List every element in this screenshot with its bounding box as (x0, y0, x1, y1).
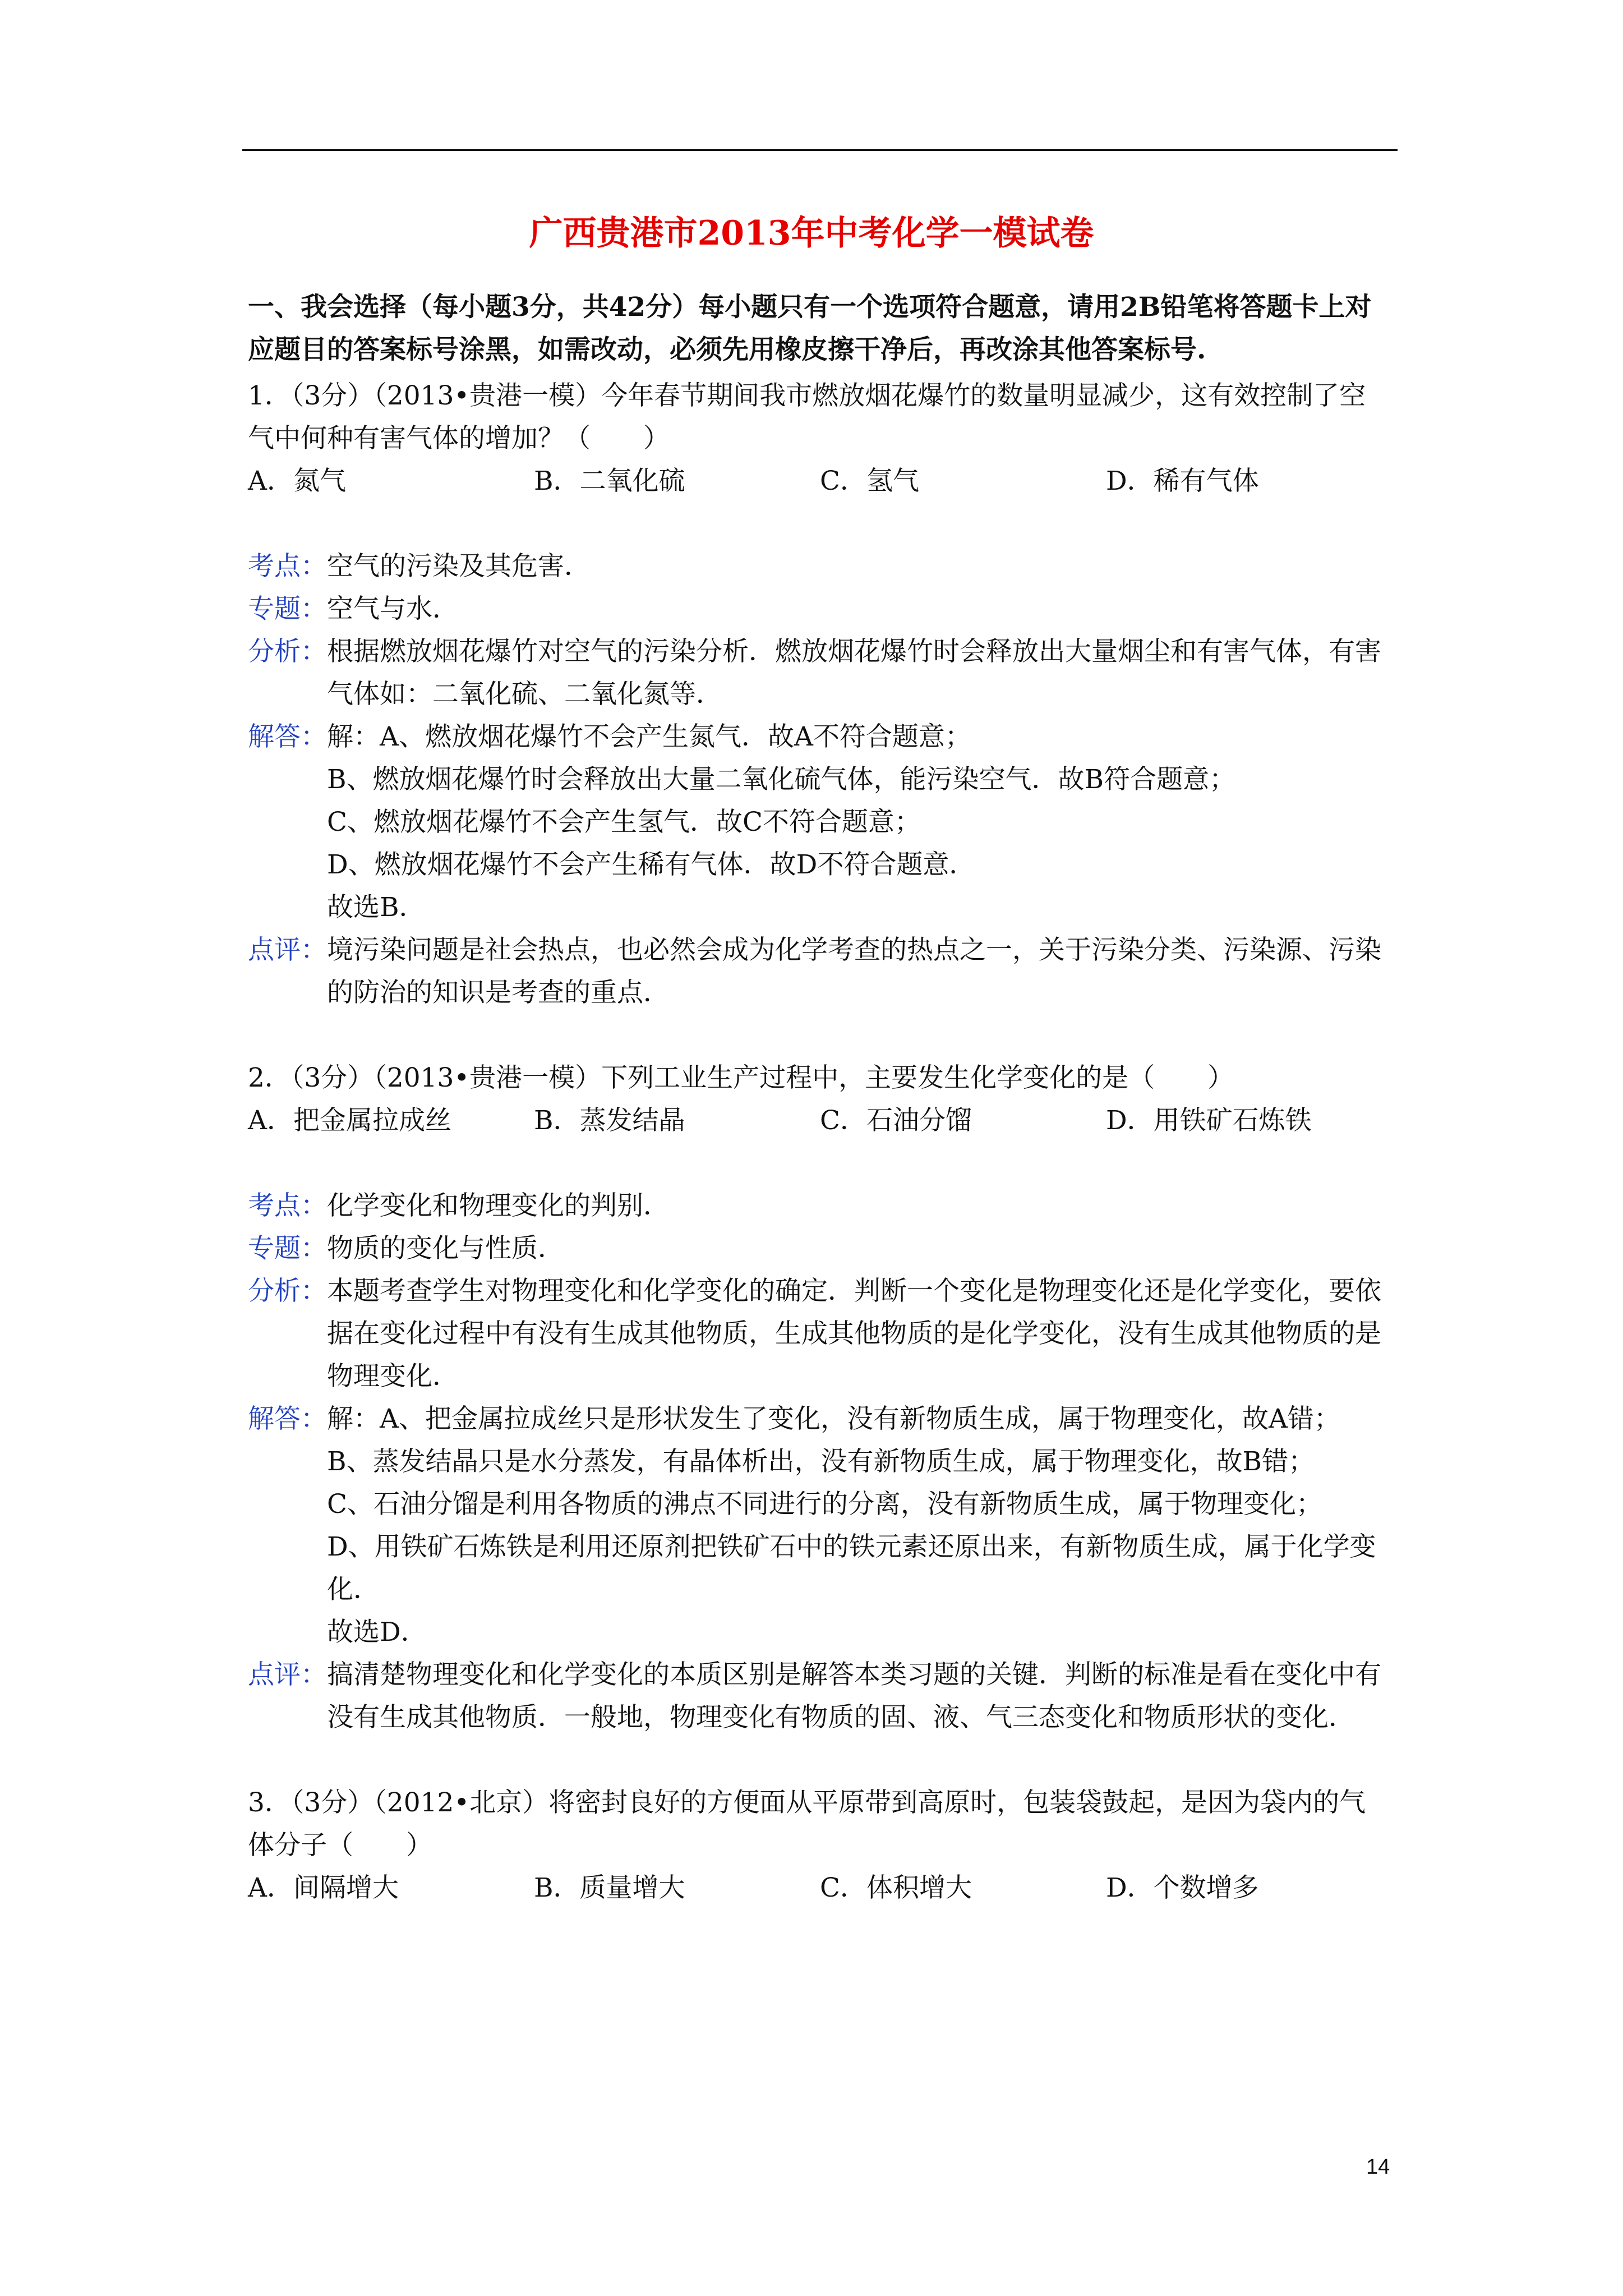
answer-line: B、燃放烟花爆竹时会释放出大量二氧化硫气体，能污染空气．故B符合题意； (327, 764, 1236, 795)
answer-line: 故选B． (327, 892, 426, 923)
option-a: A．间隔增大 (248, 1872, 399, 1903)
option-b: B．蒸发结晶 (534, 1105, 685, 1136)
kaodian-label: 考点： (248, 1190, 327, 1221)
answer-line: 故选D． (327, 1617, 427, 1648)
option-c: C．体积增大 (820, 1872, 972, 1903)
document-body (248, 286, 1392, 1910)
page-number: 14 (1366, 2155, 1390, 2179)
q1-zhuanti: 专题： 空气与水． (248, 588, 1392, 631)
q2-jieda (248, 1398, 1392, 1654)
question-3-options (248, 1867, 1392, 1910)
q2-kaodian: 考点： 化学变化和物理变化的判别． (248, 1185, 1392, 1227)
dianping-label: 点评： (248, 1659, 327, 1690)
q2-dianping: 点评： 搞清楚物理变化和化学变化的本质区别是解答本类习题的关键．判断的标准是看在变化中有没有生成其他物质．一般地，物理变化有物质的固、液、气三态变化和物质形状的变化． (248, 1654, 1392, 1739)
question-3-stem: 3．（3分）（2012•北京）将密封良好的方便面从平原带到高原时，包装袋鼓起，是因为袋内的气体分子（ ） (248, 1787, 1366, 1861)
fenxi-label: 分析： (248, 1276, 327, 1306)
page-title: 广西贵港市2013年中考化学一模试卷 (529, 214, 1094, 253)
jieda-label: 解答： (248, 1404, 327, 1434)
answer-line: D、用铁矿石炼铁是利用还原剂把铁矿石中的铁元素还原出来，有新物质生成，属于化学变化． (327, 1531, 1376, 1605)
zhuanti-label: 专题： (248, 593, 327, 624)
option-a: A．氮气 (248, 466, 346, 496)
zhuanti-label: 专题： (248, 1233, 327, 1264)
question-1-options (248, 460, 1392, 503)
header-rule (242, 149, 1398, 151)
option-d: D．个数增多 (1106, 1872, 1259, 1903)
jieda-label: 解答： (248, 721, 327, 752)
q2-fenxi: 分析： 本题考查学生对物理变化和化学变化的确定．判断一个变化是物理变化还是化学变化，要依据在变化过程中有没有生成其他物质，生成其他物质的是化学变化，没有生成其他物质的是物理变化． (248, 1270, 1392, 1398)
answer-line: D、燃放烟花爆竹不会产生稀有气体．故D不符合题意． (327, 849, 976, 880)
option-a: A．把金属拉成丝 (248, 1105, 451, 1136)
answer-line: C、燃放烟花爆竹不会产生氢气．故C不符合题意； (327, 807, 921, 838)
question-2-options (248, 1099, 1392, 1142)
option-b: B．质量增大 (534, 1872, 685, 1903)
answer-line: 解：A、把金属拉成丝只是形状发生了变化，没有新物质生成，属于物理变化，故A错； (327, 1404, 1340, 1434)
answer-line: C、石油分馏是利用各物质的沸点不同进行的分离，没有新物质生成，属于物理变化； (327, 1489, 1322, 1520)
q1-jieda (248, 716, 1392, 929)
answer-line: 解：A、燃放烟花爆竹不会产生氮气．故A不符合题意； (327, 721, 971, 752)
option-b: B．二氧化硫 (534, 466, 685, 496)
option-c: C．石油分馏 (820, 1105, 972, 1136)
option-d: D．用铁矿石炼铁 (1106, 1105, 1312, 1136)
question-1-stem: 1．（3分）（2013•贵港一模）今年春节期间我市燃放烟花爆竹的数量明显减少，这有效控制了空气中何种有害气体的增加？（ ） (248, 380, 1366, 454)
kaodian-label: 考点： (248, 551, 327, 582)
q2-zhuanti: 专题： 物质的变化与性质． (248, 1227, 1392, 1270)
fenxi-label: 分析： (248, 636, 327, 667)
option-c: C．氢气 (820, 466, 919, 496)
answer-line: B、蒸发结晶只是水分蒸发，有晶体析出，没有新物质生成，属于物理变化，故B错； (327, 1446, 1315, 1477)
q1-kaodian: 考点： 空气的污染及其危害． (248, 545, 1392, 588)
question-2-stem: 2．（3分）（2013•贵港一模）下列工业生产过程中，主要发生化学变化的是（ ） (248, 1062, 1234, 1093)
dianping-label: 点评： (248, 935, 327, 965)
section-header: 一、我会选择（每小题3分，共42分）每小题只有一个选项符合题意，请用2B铅笔将答题卡上对应题目的答案标号涂黑，如需改动，必须先用橡皮擦干净后，再改涂其他答案标号. (248, 292, 1372, 365)
option-d: D．稀有气体 (1106, 466, 1259, 496)
q1-dianping: 点评： 境污染问题是社会热点，也必然会成为化学考查的热点之一，关于污染分类、污染源、污染的防治的知识是考查的重点． (248, 929, 1392, 1014)
q1-fenxi: 分析： 根据燃放烟花爆竹对空气的污染分析．燃放烟花爆竹时会释放出大量烟尘和有害气体，有害气体如：二氧化硫、二氧化氮等． (248, 631, 1392, 716)
